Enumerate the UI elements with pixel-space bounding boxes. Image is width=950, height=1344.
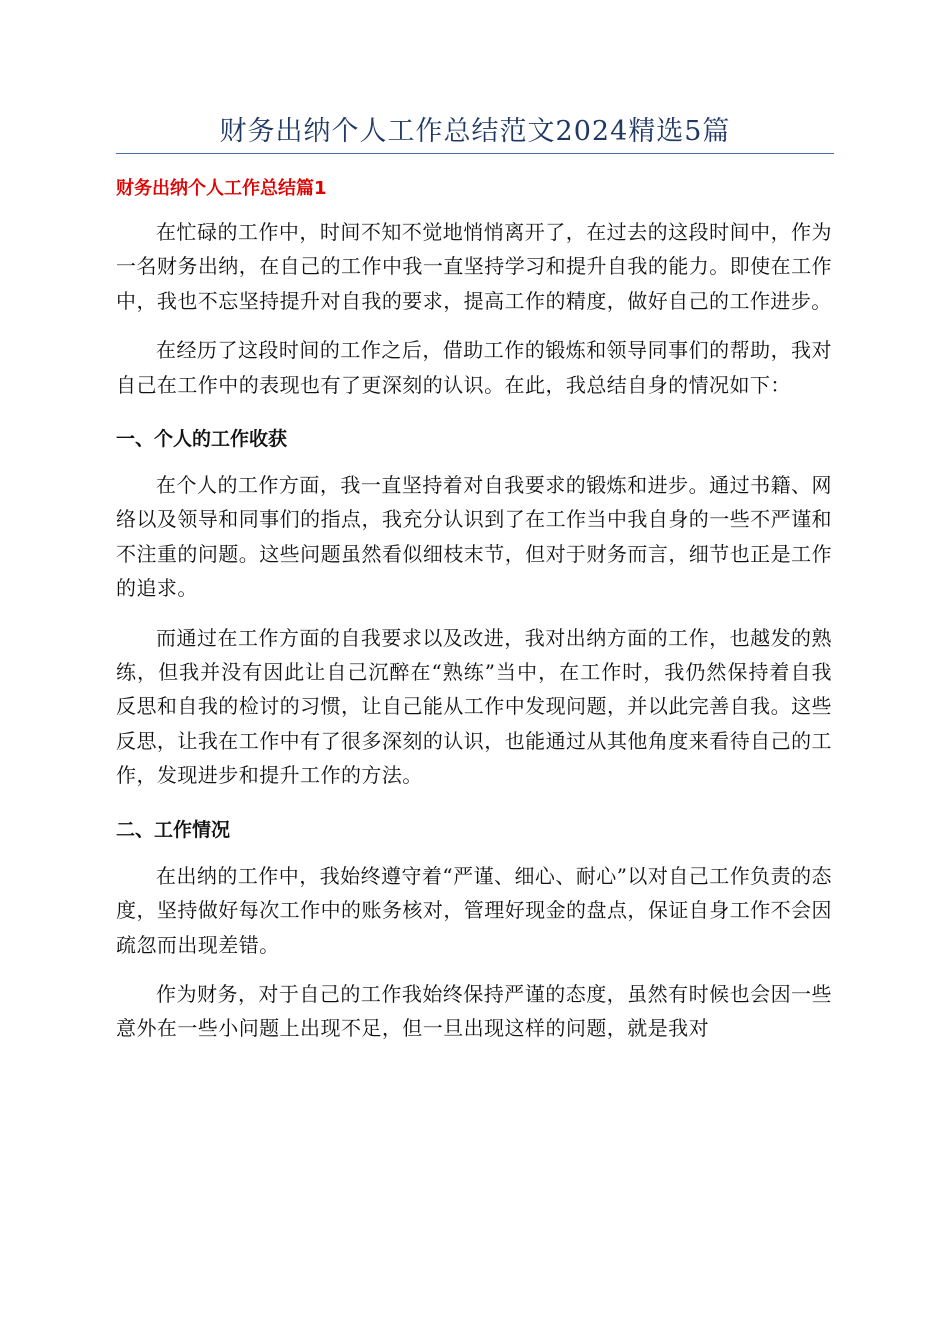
section-heading-personal-gains: 一、个人的工作收获: [116, 428, 288, 451]
section-paragraph: 在个人的工作方面，我一直坚持着对自我要求的锻炼和进步。通过书籍、网络以及领导和同事们的指点，我充分认识到了在工作当中我自身的一些不严谨和不注重的问题。这些问题虽然看似细枝末节，但对于财务而言，细节也正是工作的追求。: [116, 473, 832, 601]
document-title: 财务出纳个人工作总结范文2024精选5篇: [219, 116, 731, 147]
intro-paragraph: 在忙碌的工作中，时间不知不觉地悄悄离开了，在过去的这段时间中，作为一名财务出纳，在自己的工作中我一直坚持学习和提升自我的能力。即使在工作中，我也不忘坚持提升对自我的要求，提高工作的精度，做好自己的工作进步。: [116, 220, 832, 313]
section-paragraph: 作为财务，对于自己的工作我始终保持严谨的态度，虽然有时候也会因一些意外在一些小问题上出现不足，但一旦出现这样的问题，就是我对: [116, 981, 832, 1041]
intro-paragraph: 在经历了这段时间的工作之后，借助工作的锻炼和领导同事们的帮助，我对自己在工作中的表现也有了更深刻的认识。在此，我总结自身的情况如下：: [116, 338, 832, 397]
title-underline: [116, 153, 834, 154]
section-paragraph: 而通过在工作方面的自我要求以及改进，我对出纳方面的工作，也越发的熟练，但我并没有因此让自己沉醉在“熟练”当中，在工作时，我仍然保持着自我反思和自我的检讨的习惯，让自己能从工作中发现问题，并以此完善自我。这些反思，让我在工作中有了很多深刻的认识，也能通过从其他角度来看待自己的工作，发现进步和提升工作的方法。: [116, 625, 832, 788]
article-body: [116, 175, 832, 1061]
section-heading-work-situation: 二、工作情况: [116, 818, 231, 841]
section-paragraph: 在出纳的工作中，我始终遵守着“严谨、细心、耐心”以对自己工作负责的态度，坚持做好每次工作中的账务核对，管理好现金的盘点，保证自身工作不会因疏忽而出现差错。: [116, 863, 832, 957]
article-heading: 财务出纳个人工作总结篇1: [116, 178, 327, 199]
